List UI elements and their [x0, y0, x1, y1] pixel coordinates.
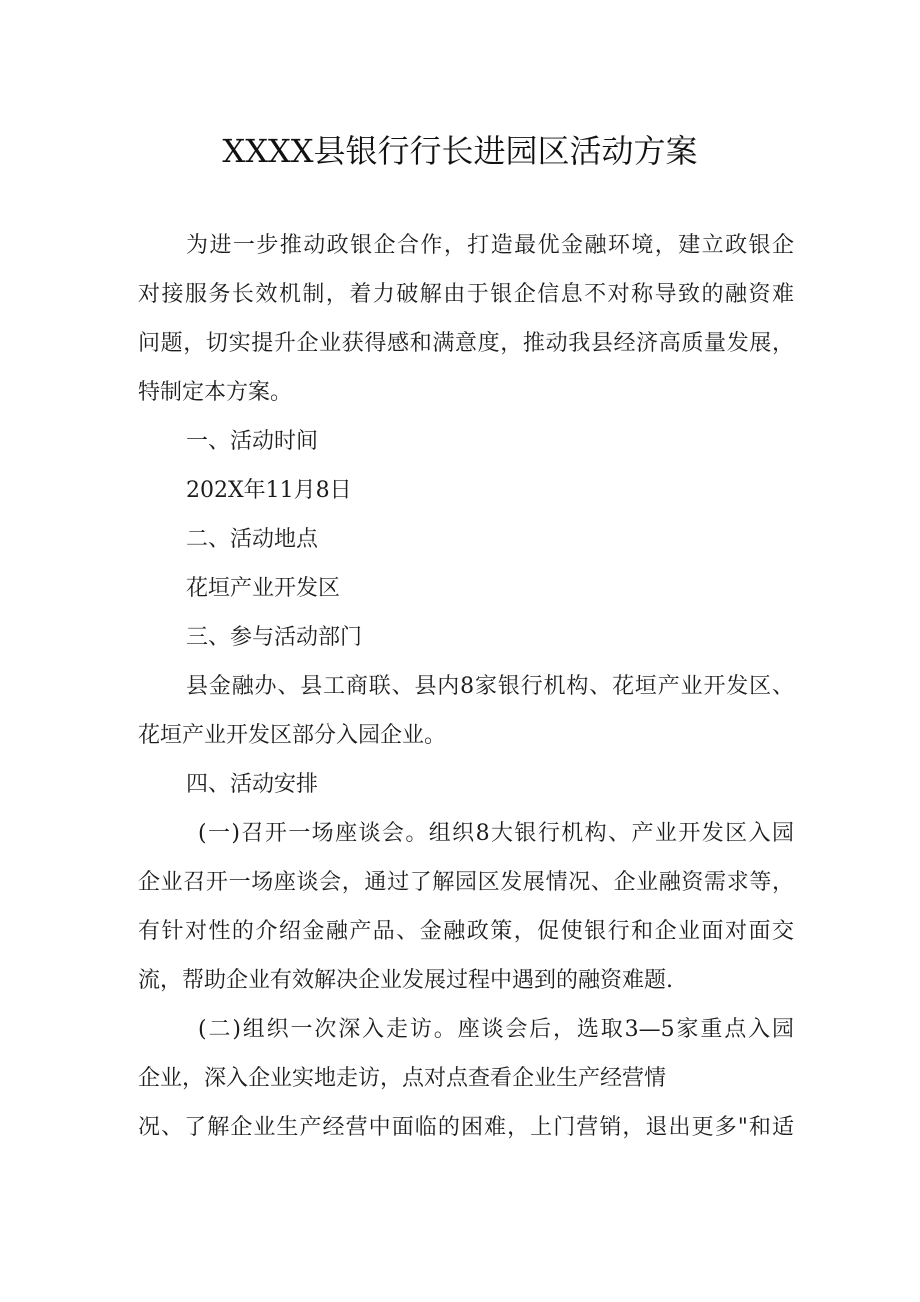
- paragraph-line: 202X年11月8日: [186, 478, 352, 503]
- section-heading: 三、参与活动部门: [186, 625, 363, 650]
- paragraph-line: 县金融办、县工商联、县内8家银行机构、花垣产业开发区、: [186, 674, 794, 699]
- paragraph-line: 有针对性的介绍金融产品、金融政策，促使银行和企业面对面交: [138, 919, 794, 944]
- paragraph-line: (一)召开一场座谈会。组织8大银行机构、产业开发区入园: [198, 821, 794, 846]
- paragraph-line: (二)组织一次深入走访。座谈会后，选取3—5家重点入园: [198, 1017, 794, 1042]
- paragraph-line: 花垣产业开发区: [186, 576, 341, 601]
- section-heading: 四、活动安排: [186, 772, 319, 797]
- paragraph-line: 问题，切实提升企业获得感和满意度，推动我县经济高质量发展，: [138, 331, 794, 356]
- paragraph-line: 对接服务长效机制，着力破解由于银企信息不对称导致的融资难: [138, 282, 794, 307]
- paragraph-line: 况、了解企业生产经营中面临的困难，上门营销，退出更多"和适: [138, 1115, 794, 1140]
- paragraph-line: 花垣产业开发区部分入园企业。: [138, 723, 447, 748]
- paragraph-line: 流，帮助企业有效解决企业发展过程中遇到的融资难题.: [138, 968, 673, 993]
- section-heading: 一、活动时间: [186, 429, 319, 454]
- paragraph-line: 企业，深入企业实地走访，点对点查看企业生产经营情: [138, 1066, 667, 1091]
- paragraph-line: 企业召开一场座谈会，通过了解园区发展情况、企业融资需求等，: [138, 870, 794, 895]
- paragraph-line: 为进一步推动政银企合作，打造最优金融环境，建立政银企: [186, 233, 794, 258]
- section-heading: 二、活动地点: [186, 527, 319, 552]
- document-title: XXXX县银行行长进园区活动方案: [222, 132, 698, 170]
- paragraph-line: 特制定本方案。: [138, 380, 293, 405]
